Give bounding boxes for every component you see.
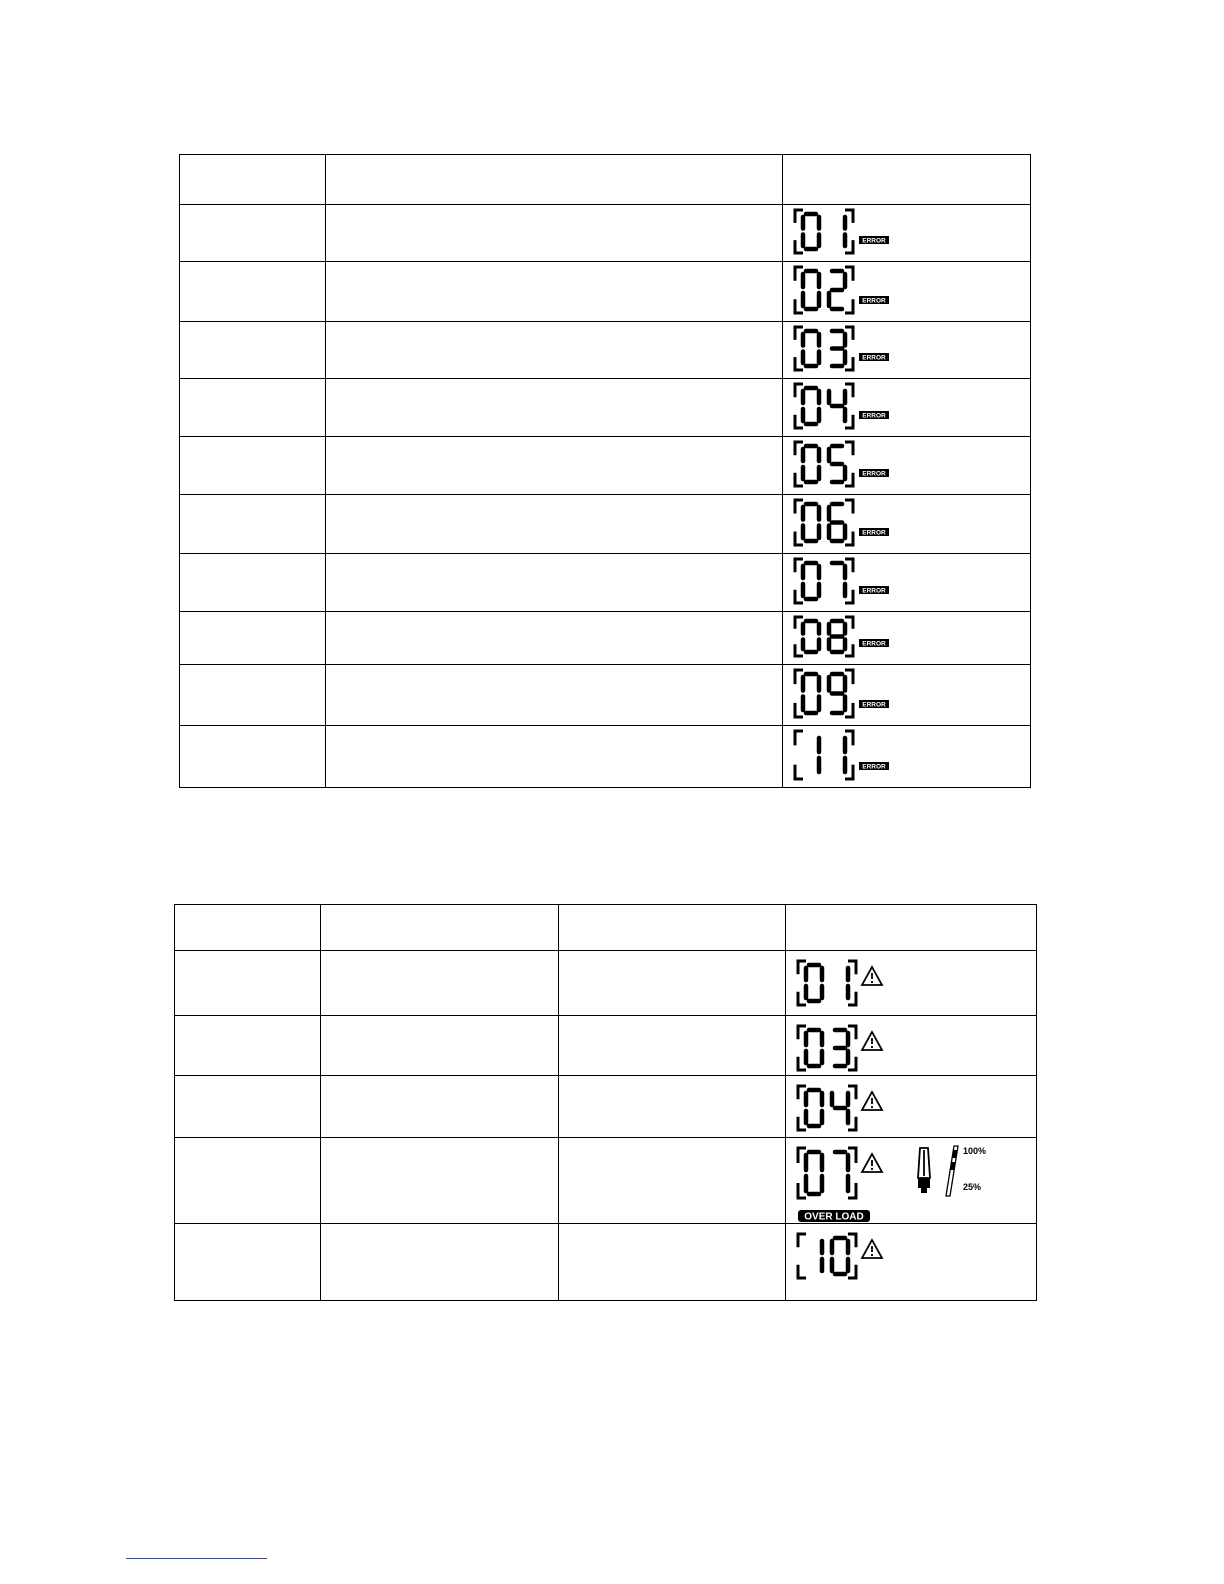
fault-row — [180, 726, 1031, 788]
lcd-icon-cell — [786, 1076, 1037, 1138]
table-cell — [326, 612, 783, 665]
table-cell — [180, 665, 326, 726]
table-cell — [180, 322, 326, 379]
footer-link-underline — [126, 1558, 267, 1559]
table-cell — [326, 726, 783, 788]
table-cell — [326, 495, 783, 554]
warning-row — [175, 1076, 1037, 1138]
lcd-icon-cell — [786, 951, 1037, 1016]
lcd-icon-cell — [783, 205, 1031, 262]
table-cell — [175, 1076, 321, 1138]
table-cell — [321, 1016, 559, 1076]
warning-icon — [862, 1092, 882, 1110]
table-cell — [175, 951, 321, 1016]
table-cell — [321, 1224, 559, 1301]
lcd-display — [791, 262, 1021, 322]
table-cell — [180, 726, 326, 788]
lcd-display — [794, 1224, 1024, 1301]
table-cell — [175, 1016, 321, 1076]
fault-row — [180, 379, 1031, 437]
lcd-display — [794, 1138, 1024, 1224]
error-label: ERROR — [862, 529, 886, 537]
table-cell — [180, 437, 326, 495]
fault-row — [180, 612, 1031, 665]
warning-row — [175, 1016, 1037, 1076]
table-cell — [326, 437, 783, 495]
fault-row — [180, 262, 1031, 322]
error-label: ERROR — [862, 587, 886, 595]
table-cell — [326, 262, 783, 322]
lcd-icon-cell — [783, 262, 1031, 322]
fault-row — [180, 495, 1031, 554]
lcd-display — [791, 665, 1021, 726]
lcd-display — [791, 437, 1021, 495]
lcd-display — [794, 1016, 1024, 1076]
header-cell — [175, 905, 321, 951]
warning-icon — [862, 1154, 882, 1172]
load-level-icon — [946, 1146, 958, 1196]
table-cell — [175, 1224, 321, 1301]
header-cell — [321, 905, 559, 951]
error-label: ERROR — [862, 640, 886, 648]
warning-icon — [862, 1240, 882, 1258]
overload-label: OVER LOAD — [804, 1211, 864, 1223]
header-cell — [559, 905, 786, 951]
table-cell — [180, 554, 326, 612]
lcd-display — [791, 322, 1021, 379]
lcd-icon-cell — [786, 1016, 1037, 1076]
error-label: ERROR — [862, 237, 886, 245]
table-cell — [326, 322, 783, 379]
table-cell — [321, 1138, 559, 1224]
warning-row — [175, 951, 1037, 1016]
lcd-display — [794, 1076, 1024, 1138]
table-cell — [321, 951, 559, 1016]
table-cell — [180, 495, 326, 554]
header-cell — [783, 155, 1031, 205]
lcd-icon-cell — [783, 322, 1031, 379]
header-cell — [326, 155, 783, 205]
header-cell — [180, 155, 326, 205]
lcd-icon-cell — [783, 437, 1031, 495]
lcd-display — [791, 495, 1021, 554]
warning-code-table — [174, 904, 1037, 1301]
table-cell — [180, 262, 326, 322]
load-max-label: 100% — [963, 1146, 987, 1156]
table-cell — [559, 1016, 786, 1076]
lcd-icon-cell — [786, 1224, 1037, 1301]
table-cell — [180, 205, 326, 262]
error-label: ERROR — [862, 470, 886, 478]
load-bulb-icon — [918, 1148, 930, 1193]
fault-row — [180, 322, 1031, 379]
table-header-row — [180, 155, 1031, 205]
error-label: ERROR — [862, 763, 886, 771]
load-min-label: 25% — [963, 1182, 982, 1192]
warning-row — [175, 1224, 1037, 1301]
fault-row — [180, 554, 1031, 612]
lcd-display — [791, 612, 1021, 665]
table-cell — [326, 665, 783, 726]
error-label: ERROR — [862, 412, 886, 420]
fault-code-table — [179, 154, 1031, 788]
table-cell — [175, 1138, 321, 1224]
table-cell — [559, 1224, 786, 1301]
lcd-display — [794, 951, 1024, 1016]
lcd-display — [791, 379, 1021, 437]
lcd-icon-cell — [783, 554, 1031, 612]
table-cell — [180, 379, 326, 437]
warning-row — [175, 1138, 1037, 1224]
warning-icon — [862, 967, 882, 985]
lcd-icon-cell — [783, 726, 1031, 788]
lcd-icon-cell — [783, 379, 1031, 437]
lcd-icon-cell — [786, 1138, 1037, 1224]
error-label: ERROR — [862, 297, 886, 305]
table-cell — [559, 1076, 786, 1138]
table-cell — [326, 379, 783, 437]
lcd-display — [791, 726, 1021, 788]
table-header-row — [175, 905, 1037, 951]
table-cell — [326, 205, 783, 262]
lcd-icon-cell — [783, 612, 1031, 665]
table-cell — [326, 554, 783, 612]
table-cell — [559, 951, 786, 1016]
fault-row — [180, 665, 1031, 726]
fault-row — [180, 437, 1031, 495]
lcd-icon-cell — [783, 495, 1031, 554]
table-cell — [559, 1138, 786, 1224]
error-label: ERROR — [862, 701, 886, 709]
lcd-display — [791, 205, 1021, 262]
table-cell — [321, 1076, 559, 1138]
error-label: ERROR — [862, 354, 886, 362]
header-cell — [786, 905, 1037, 951]
fault-row — [180, 205, 1031, 262]
lcd-icon-cell — [783, 665, 1031, 726]
table-cell — [180, 612, 326, 665]
lcd-display — [791, 554, 1021, 612]
warning-icon — [862, 1032, 882, 1050]
